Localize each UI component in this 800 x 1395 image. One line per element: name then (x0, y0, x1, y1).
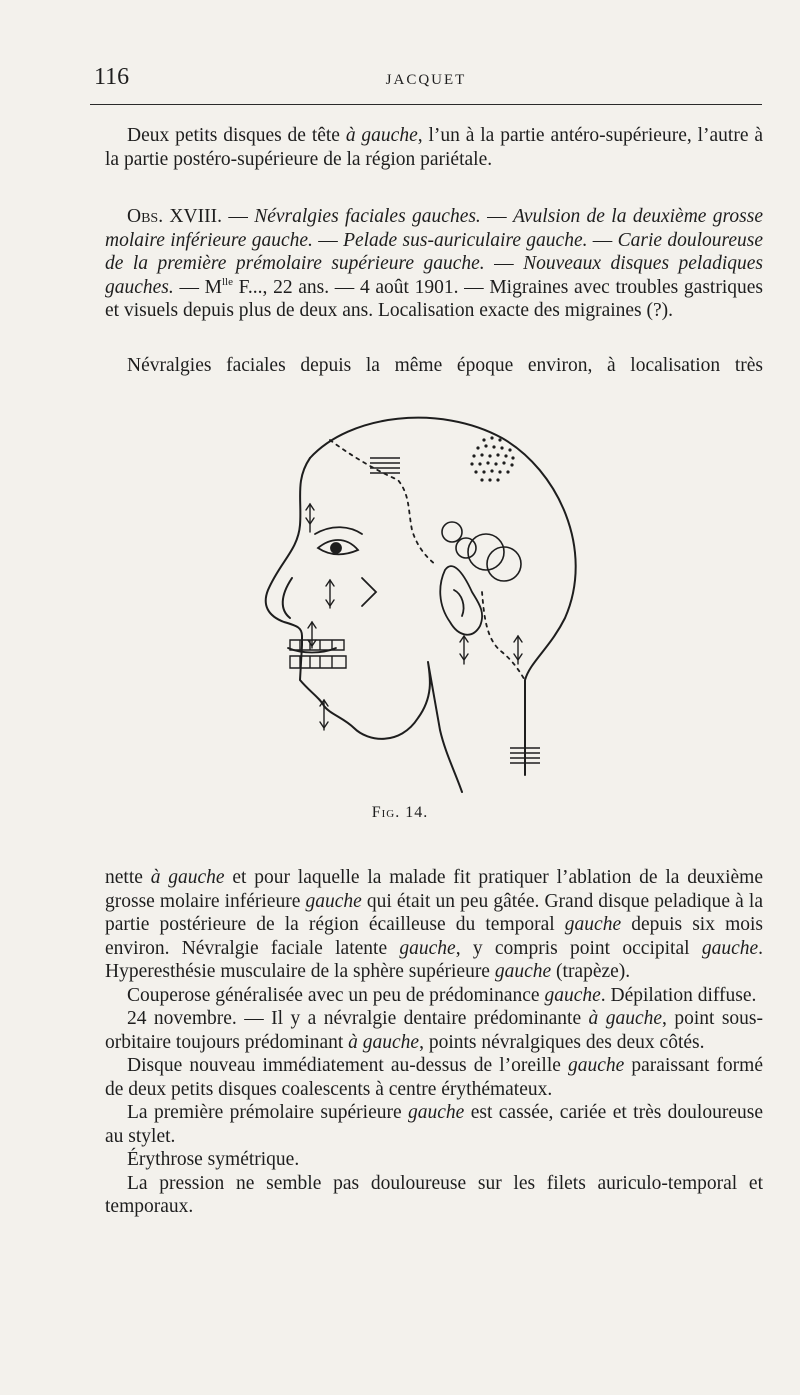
paragraph (105, 866, 763, 984)
text-run: . Hyperesthésie musculaire de la sphère supérieure (105, 937, 763, 982)
head-outline (310, 418, 576, 775)
text-run: et pour laquelle la malade fit pratiquer l’ablation de la deuxième grosse molaire inférieure (105, 867, 764, 912)
text-run: . Dépilation diffuse. (600, 984, 757, 1006)
arrow-icon (320, 700, 328, 730)
text-run-italic: gauche (544, 984, 601, 1006)
observation-title-part: Névralgies faciales gauches. (254, 206, 481, 227)
nose-line (283, 578, 292, 618)
text-run: qui était un peu gâtée. Grand disque peladique à la partie postérieure de la région écailleuse du temporal (105, 890, 763, 935)
paragraph: Érythrose symétrique. (127, 1149, 300, 1170)
text-run: F..., 22 ans. — 4 août 1901. — Migraines avec troubles gastriques et visuels depuis plus de deux ans. Localisation exacte des migraines (?). (105, 276, 763, 321)
observation-title-part: Pelade sus-auriculaire gauche. (343, 229, 588, 251)
pelade-disc (456, 538, 476, 558)
text-run: , l’un à la partie antéro-supérieure, l’autre à la partie postéro-supérieure de la région pariétale. (105, 125, 763, 170)
head-profile-figure (240, 400, 580, 800)
paragraph-before-figure (105, 354, 763, 378)
text-run-italic: gauche (305, 890, 362, 912)
paragraph (105, 1101, 763, 1148)
paragraph (105, 984, 763, 1008)
superscript: lle (221, 275, 233, 288)
text-run: paraissant formé de deux petits disques coalescents à centre érythémateux. (105, 1055, 763, 1100)
paragraph: La pression ne semble pas douloureuse sur les filets auriculo-temporal et temporaux. (105, 1172, 763, 1217)
text-run-italic: à gauche (348, 1031, 420, 1053)
text-run-italic: gauche (701, 937, 759, 959)
ear-icon (440, 566, 482, 635)
dash: — (312, 229, 344, 251)
running-title: JACQUET (385, 72, 467, 88)
dash: — (221, 206, 255, 227)
text-run: , point sous-orbitaire toujours prédominant (105, 1008, 763, 1053)
pelade-disc (442, 522, 462, 542)
dash: — (484, 253, 524, 274)
text-run: La première prémolaire supérieure (127, 1102, 409, 1123)
text-run: Disque nouveau immédiatement au-dessus de l’oreille (127, 1055, 568, 1076)
text-run: Couperose généralisée avec un peu de prédominance (127, 984, 545, 1006)
text-run: depuis six mois environ. Névralgie faciale latente (105, 914, 764, 959)
text-run-italic: à gauche (588, 1008, 663, 1029)
text-run-italic: gauche (568, 1055, 625, 1076)
face-profile (266, 458, 462, 792)
paragraphs-after-figure (105, 866, 763, 1219)
text-run: — M (173, 276, 222, 298)
text-run-italic: gauche (494, 961, 552, 982)
arrow-icon (326, 580, 334, 608)
text-run: , y compris point occipital (455, 937, 702, 959)
text-run-italic: à gauche (150, 867, 225, 888)
arrow-icon (514, 636, 522, 664)
observation-heading (105, 205, 763, 323)
text-run-italic: gauche (408, 1102, 465, 1123)
figure-caption (0, 804, 800, 822)
text-run: Deux petits disques de tête (127, 125, 346, 146)
arrow-icon (308, 622, 316, 648)
pelade-disc (468, 534, 504, 570)
dash: — (480, 206, 514, 227)
header-rule (90, 104, 762, 105)
text-run-italic: gauche (564, 914, 622, 935)
observation-title-part: Nouveaux disques peladiques gauches. (105, 253, 763, 298)
paragraph (105, 1007, 763, 1054)
eyebrow (315, 527, 362, 534)
page-header (90, 62, 762, 104)
observation-title-part: Avulsion de la deuxième grosse molaire inférieure gauche. (105, 206, 764, 251)
page-number: 116 (94, 64, 130, 90)
paragraph (105, 1054, 763, 1101)
text-line: Névralgies faciales depuis la même époque environ, à localisation très (127, 355, 763, 376)
paragraph-intro (105, 124, 763, 171)
observation-title-part: Carie douloureuse de la première prémolaire supérieure gauche. (105, 229, 764, 274)
text-run: est cassée, cariée et très douloureuse au stylet. (105, 1102, 763, 1147)
teeth-lower (290, 656, 346, 668)
text-run-italic: à gauche (345, 125, 418, 146)
text-run: nette (105, 867, 151, 888)
stippled-disc (470, 436, 514, 481)
caption-text: Fig. 14. (371, 804, 429, 821)
text-run: (trapèze). (551, 961, 631, 982)
observation-label: Obs. XVIII. (127, 206, 222, 227)
chevron-icon (362, 578, 376, 606)
arrow-icon (460, 636, 468, 664)
text-run: , points névralgiques des deux côtés. (419, 1031, 705, 1053)
text-run: 24 novembre. — Il y a névralgie dentaire prédominante (127, 1008, 589, 1029)
text-run-italic: gauche (399, 937, 456, 959)
dash: — (587, 229, 618, 251)
arrow-icon (306, 504, 314, 532)
